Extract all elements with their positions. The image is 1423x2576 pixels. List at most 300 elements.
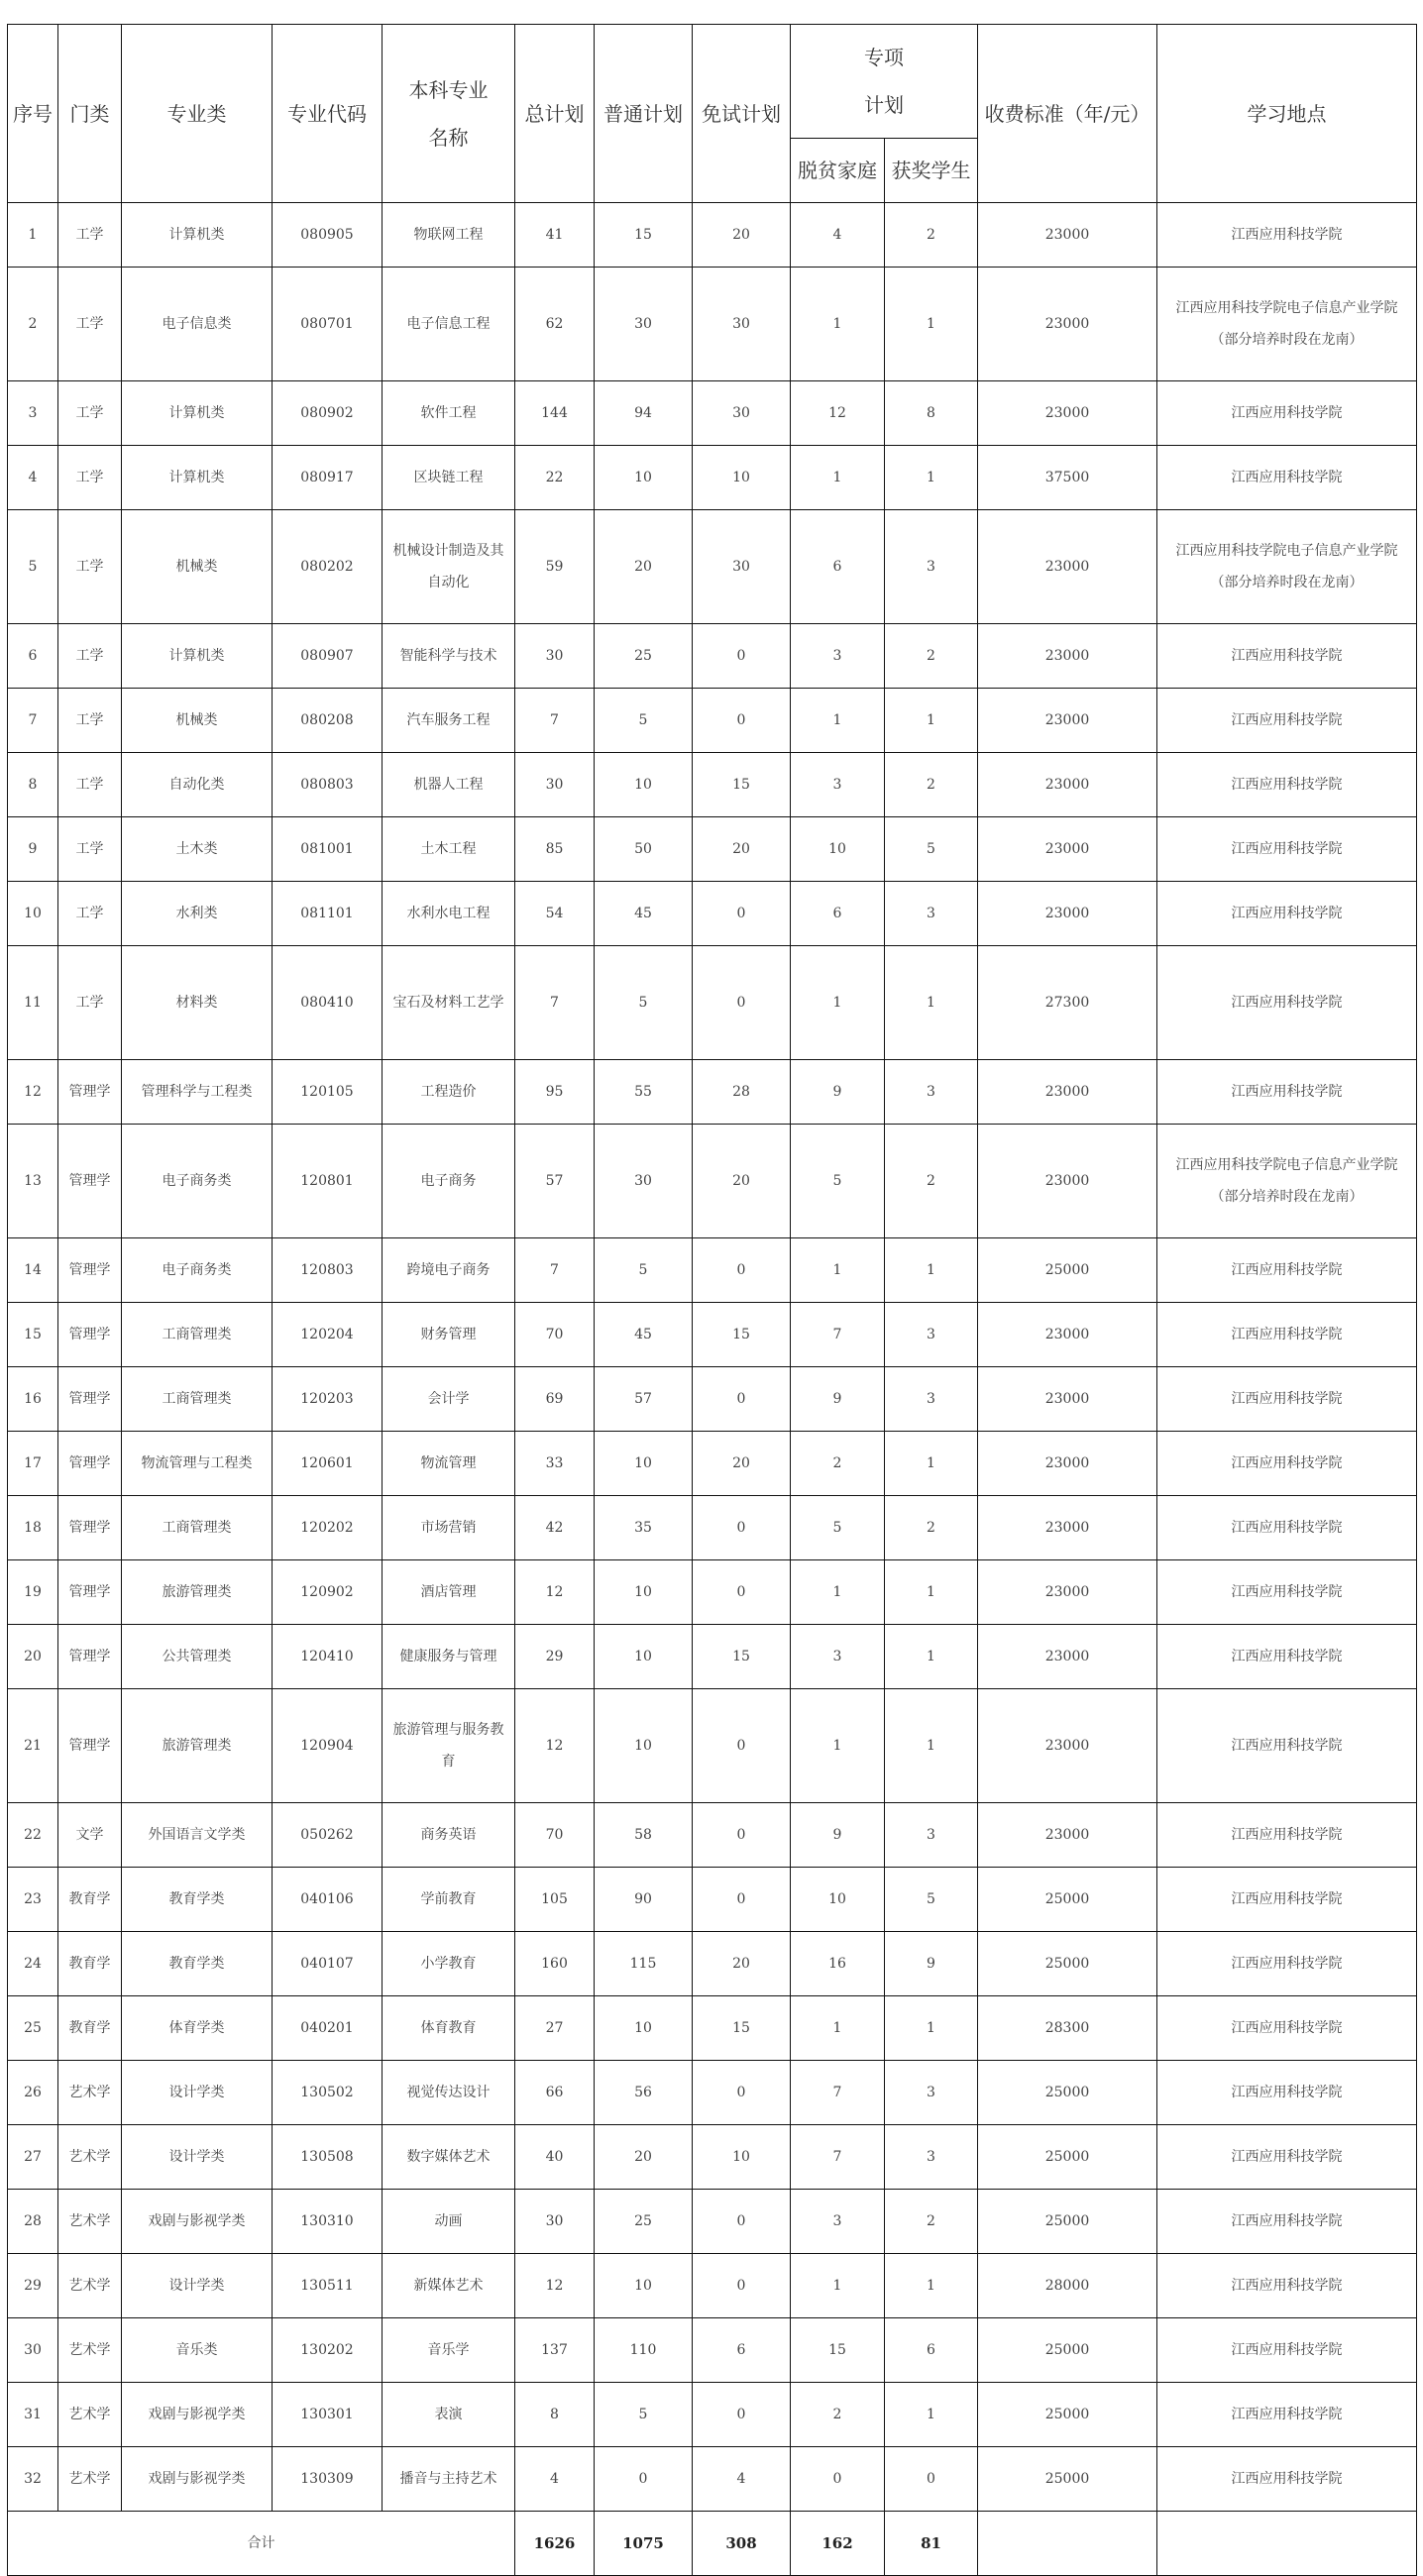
table-row xyxy=(8,624,1417,689)
cell-major-name: 物流管理 xyxy=(383,1432,515,1496)
cell-total: 160 xyxy=(515,1932,595,1996)
header-major-name-line1: 本科专业 xyxy=(408,77,489,102)
cell-category: 管理学 xyxy=(58,1367,122,1432)
cell-category: 教育学 xyxy=(58,1996,122,2061)
cell-award: 6 xyxy=(885,2318,978,2383)
cell-exempt: 20 xyxy=(693,1432,791,1496)
total-label: 合计 xyxy=(8,2512,515,2576)
cell-category: 教育学 xyxy=(58,1932,122,1996)
cell-major-name: 体育教育 xyxy=(383,1996,515,2061)
cell-award: 1 xyxy=(885,446,978,510)
cell-major-name: 商务英语 xyxy=(383,1803,515,1868)
cell-fee: 25000 xyxy=(978,2447,1157,2512)
cell-seq: 12 xyxy=(8,1060,58,1125)
cell-exempt: 10 xyxy=(693,446,791,510)
cell-major-name: 学前教育 xyxy=(383,1868,515,1932)
header-seq: 序号 xyxy=(8,25,58,203)
cell-exempt: 6 xyxy=(693,2318,791,2383)
cell-category: 管理学 xyxy=(58,1689,122,1803)
cell-poverty: 3 xyxy=(791,753,885,817)
cell-poverty: 4 xyxy=(791,203,885,268)
cell-poverty: 1 xyxy=(791,689,885,753)
cell-location: 江西应用科技学院 xyxy=(1157,1303,1417,1367)
cell-seq: 10 xyxy=(8,882,58,946)
cell-regular: 25 xyxy=(595,624,693,689)
cell-fee: 23000 xyxy=(978,268,1157,381)
cell-total: 144 xyxy=(515,381,595,446)
cell-major-class: 材料类 xyxy=(122,946,273,1060)
cell-major-class: 体育学类 xyxy=(122,1996,273,2061)
table-row xyxy=(8,2254,1417,2318)
total-poverty: 162 xyxy=(791,2512,885,2576)
cell-code: 130508 xyxy=(273,2125,383,2190)
total-award: 81 xyxy=(885,2512,978,2576)
cell-major-class: 戏剧与影视学类 xyxy=(122,2383,273,2447)
cell-regular: 10 xyxy=(595,1432,693,1496)
cell-regular: 45 xyxy=(595,1303,693,1367)
cell-total: 57 xyxy=(515,1125,595,1238)
cell-category: 工学 xyxy=(58,753,122,817)
cell-code: 080803 xyxy=(273,753,383,817)
cell-major-class: 音乐类 xyxy=(122,2318,273,2383)
cell-major-class: 机械类 xyxy=(122,510,273,624)
cell-poverty: 0 xyxy=(791,2447,885,2512)
cell-poverty: 7 xyxy=(791,2061,885,2125)
header-regular: 普通计划 xyxy=(595,25,693,203)
cell-total: 137 xyxy=(515,2318,595,2383)
cell-award: 1 xyxy=(885,1560,978,1625)
cell-regular: 110 xyxy=(595,2318,693,2383)
cell-regular: 5 xyxy=(595,2383,693,2447)
cell-total: 105 xyxy=(515,1868,595,1932)
cell-location: 江西应用科技学院 xyxy=(1157,446,1417,510)
cell-category: 工学 xyxy=(58,381,122,446)
cell-code: 050262 xyxy=(273,1803,383,1868)
cell-code: 130301 xyxy=(273,2383,383,2447)
cell-exempt: 4 xyxy=(693,2447,791,2512)
table-row xyxy=(8,1432,1417,1496)
cell-category: 管理学 xyxy=(58,1560,122,1625)
cell-location: 江西应用科技学院 xyxy=(1157,1996,1417,2061)
table-body xyxy=(8,203,1417,2576)
cell-major-class: 戏剧与影视学类 xyxy=(122,2190,273,2254)
cell-seq: 9 xyxy=(8,817,58,882)
cell-exempt: 0 xyxy=(693,1689,791,1803)
cell-award: 1 xyxy=(885,1625,978,1689)
cell-major-class: 戏剧与影视学类 xyxy=(122,2447,273,2512)
cell-total: 95 xyxy=(515,1060,595,1125)
header-major-class: 专业类 xyxy=(122,25,273,203)
cell-fee: 25000 xyxy=(978,1932,1157,1996)
cell-location: 江西应用科技学院 xyxy=(1157,1803,1417,1868)
cell-category: 艺术学 xyxy=(58,2190,122,2254)
cell-exempt: 0 xyxy=(693,946,791,1060)
cell-major-class: 自动化类 xyxy=(122,753,273,817)
cell-award: 1 xyxy=(885,689,978,753)
table-row xyxy=(8,2383,1417,2447)
header-exempt: 免试计划 xyxy=(693,25,791,203)
cell-major-name: 新媒体艺术 xyxy=(383,2254,515,2318)
table-row xyxy=(8,381,1417,446)
cell-seq: 14 xyxy=(8,1238,58,1303)
cell-award: 2 xyxy=(885,203,978,268)
cell-location: 江西应用科技学院 xyxy=(1157,1689,1417,1803)
cell-award: 1 xyxy=(885,1432,978,1496)
cell-exempt: 15 xyxy=(693,753,791,817)
cell-award: 3 xyxy=(885,1060,978,1125)
cell-major-class: 管理科学与工程类 xyxy=(122,1060,273,1125)
cell-seq: 29 xyxy=(8,2254,58,2318)
cell-regular: 10 xyxy=(595,753,693,817)
cell-seq: 8 xyxy=(8,753,58,817)
cell-major-class: 设计学类 xyxy=(122,2254,273,2318)
cell-major-class: 机械类 xyxy=(122,689,273,753)
cell-major-class: 物流管理与工程类 xyxy=(122,1432,273,1496)
cell-fee: 25000 xyxy=(978,2318,1157,2383)
cell-location: 江西应用科技学院 xyxy=(1157,2190,1417,2254)
cell-fee: 27300 xyxy=(978,946,1157,1060)
cell-seq: 27 xyxy=(8,2125,58,2190)
cell-category: 管理学 xyxy=(58,1060,122,1125)
enrollment-plan-table xyxy=(7,24,1417,2576)
cell-poverty: 1 xyxy=(791,1996,885,2061)
cell-major-name: 酒店管理 xyxy=(383,1560,515,1625)
cell-total: 12 xyxy=(515,1560,595,1625)
cell-exempt: 0 xyxy=(693,1367,791,1432)
cell-poverty: 9 xyxy=(791,1060,885,1125)
cell-category: 工学 xyxy=(58,624,122,689)
table-row xyxy=(8,1868,1417,1932)
table-row xyxy=(8,689,1417,753)
cell-regular: 58 xyxy=(595,1803,693,1868)
cell-seq: 30 xyxy=(8,2318,58,2383)
table-row xyxy=(8,2125,1417,2190)
header-total: 总计划 xyxy=(515,25,595,203)
cell-total: 40 xyxy=(515,2125,595,2190)
cell-seq: 24 xyxy=(8,1932,58,1996)
cell-major-class: 公共管理类 xyxy=(122,1625,273,1689)
table-row xyxy=(8,1496,1417,1560)
cell-fee: 23000 xyxy=(978,1803,1157,1868)
cell-regular: 50 xyxy=(595,817,693,882)
cell-fee: 23000 xyxy=(978,1689,1157,1803)
cell-poverty: 2 xyxy=(791,1432,885,1496)
cell-regular: 115 xyxy=(595,1932,693,1996)
cell-major-class: 外国语言文学类 xyxy=(122,1803,273,1868)
cell-location: 江西应用科技学院 xyxy=(1157,882,1417,946)
cell-fee: 23000 xyxy=(978,1560,1157,1625)
cell-major-name: 区块链工程 xyxy=(383,446,515,510)
table-row xyxy=(8,946,1417,1060)
cell-category: 艺术学 xyxy=(58,2061,122,2125)
cell-location: 江西应用科技学院 xyxy=(1157,1868,1417,1932)
cell-regular: 94 xyxy=(595,381,693,446)
cell-location: 江西应用科技学院 xyxy=(1157,2318,1417,2383)
total-regular: 1075 xyxy=(595,2512,693,2576)
cell-fee: 23000 xyxy=(978,689,1157,753)
cell-exempt: 30 xyxy=(693,268,791,381)
cell-seq: 6 xyxy=(8,624,58,689)
table-row xyxy=(8,268,1417,381)
cell-total: 70 xyxy=(515,1803,595,1868)
cell-award: 1 xyxy=(885,268,978,381)
cell-total: 8 xyxy=(515,2383,595,2447)
cell-major-name: 视觉传达设计 xyxy=(383,2061,515,2125)
cell-award: 0 xyxy=(885,2447,978,2512)
cell-major-class: 工商管理类 xyxy=(122,1496,273,1560)
cell-total: 29 xyxy=(515,1625,595,1689)
cell-major-name: 工程造价 xyxy=(383,1060,515,1125)
cell-regular: 10 xyxy=(595,446,693,510)
cell-major-name: 软件工程 xyxy=(383,381,515,446)
cell-category: 艺术学 xyxy=(58,2125,122,2190)
cell-seq: 17 xyxy=(8,1432,58,1496)
cell-poverty: 2 xyxy=(791,2383,885,2447)
total-fee xyxy=(978,2512,1157,2576)
cell-poverty: 15 xyxy=(791,2318,885,2383)
cell-exempt: 0 xyxy=(693,689,791,753)
cell-major-class: 旅游管理类 xyxy=(122,1689,273,1803)
table-row xyxy=(8,2447,1417,2512)
cell-code: 040107 xyxy=(273,1932,383,1996)
cell-location: 江西应用科技学院 xyxy=(1157,381,1417,446)
cell-code: 040201 xyxy=(273,1996,383,2061)
cell-poverty: 7 xyxy=(791,2125,885,2190)
cell-seq: 32 xyxy=(8,2447,58,2512)
cell-seq: 1 xyxy=(8,203,58,268)
cell-seq: 7 xyxy=(8,689,58,753)
cell-award: 3 xyxy=(885,1803,978,1868)
table-row xyxy=(8,1932,1417,1996)
cell-category: 管理学 xyxy=(58,1432,122,1496)
cell-category: 艺术学 xyxy=(58,2447,122,2512)
cell-exempt: 30 xyxy=(693,381,791,446)
cell-poverty: 6 xyxy=(791,882,885,946)
cell-location: 江西应用科技学院 xyxy=(1157,1560,1417,1625)
cell-major-class: 计算机类 xyxy=(122,446,273,510)
table-row xyxy=(8,1625,1417,1689)
cell-exempt: 0 xyxy=(693,1496,791,1560)
cell-fee: 28000 xyxy=(978,2254,1157,2318)
cell-regular: 0 xyxy=(595,2447,693,2512)
cell-fee: 25000 xyxy=(978,2061,1157,2125)
cell-regular: 5 xyxy=(595,689,693,753)
cell-exempt: 0 xyxy=(693,2190,791,2254)
cell-fee: 25000 xyxy=(978,2190,1157,2254)
total-exempt: 308 xyxy=(693,2512,791,2576)
header-special xyxy=(791,25,978,139)
cell-major-name: 物联网工程 xyxy=(383,203,515,268)
cell-exempt: 10 xyxy=(693,2125,791,2190)
cell-location: 江西应用科技学院 xyxy=(1157,1496,1417,1560)
cell-regular: 10 xyxy=(595,2254,693,2318)
cell-category: 工学 xyxy=(58,510,122,624)
cell-award: 9 xyxy=(885,1932,978,1996)
table-row xyxy=(8,2061,1417,2125)
cell-fee: 23000 xyxy=(978,1303,1157,1367)
cell-major-name: 数字媒体艺术 xyxy=(383,2125,515,2190)
cell-code: 130502 xyxy=(273,2061,383,2125)
cell-exempt: 30 xyxy=(693,510,791,624)
cell-regular: 56 xyxy=(595,2061,693,2125)
cell-fee: 23000 xyxy=(978,1432,1157,1496)
cell-total: 66 xyxy=(515,2061,595,2125)
cell-fee: 23000 xyxy=(978,1367,1157,1432)
cell-major-class: 电子信息类 xyxy=(122,268,273,381)
cell-code: 130511 xyxy=(273,2254,383,2318)
cell-location: 江西应用科技学院 xyxy=(1157,1367,1417,1432)
cell-category: 艺术学 xyxy=(58,2318,122,2383)
cell-seq: 23 xyxy=(8,1868,58,1932)
table-row xyxy=(8,817,1417,882)
cell-location: 江西应用科技学院 xyxy=(1157,2383,1417,2447)
cell-location: 江西应用科技学院 xyxy=(1157,689,1417,753)
cell-category: 艺术学 xyxy=(58,2383,122,2447)
cell-regular: 90 xyxy=(595,1868,693,1932)
cell-award: 1 xyxy=(885,2383,978,2447)
total-location xyxy=(1157,2512,1417,2576)
cell-location: 江西应用科技学院 xyxy=(1157,624,1417,689)
header-location: 学习地点 xyxy=(1157,25,1417,203)
cell-award: 1 xyxy=(885,2254,978,2318)
cell-seq: 28 xyxy=(8,2190,58,2254)
cell-fee: 25000 xyxy=(978,1868,1157,1932)
cell-total: 4 xyxy=(515,2447,595,2512)
cell-exempt: 20 xyxy=(693,1932,791,1996)
cell-location: 江西应用科技学院 xyxy=(1157,753,1417,817)
cell-seq: 26 xyxy=(8,2061,58,2125)
cell-code: 080902 xyxy=(273,381,383,446)
cell-regular: 20 xyxy=(595,2125,693,2190)
cell-code: 080410 xyxy=(273,946,383,1060)
cell-exempt: 15 xyxy=(693,1996,791,2061)
cell-poverty: 10 xyxy=(791,817,885,882)
cell-seq: 2 xyxy=(8,268,58,381)
cell-poverty: 3 xyxy=(791,624,885,689)
cell-exempt: 20 xyxy=(693,817,791,882)
cell-poverty: 9 xyxy=(791,1367,885,1432)
table-row xyxy=(8,1303,1417,1367)
cell-poverty: 1 xyxy=(791,1238,885,1303)
cell-award: 2 xyxy=(885,1125,978,1238)
cell-location: 江西应用科技学院 xyxy=(1157,2254,1417,2318)
cell-major-name: 健康服务与管理 xyxy=(383,1625,515,1689)
cell-poverty: 1 xyxy=(791,268,885,381)
cell-category: 工学 xyxy=(58,446,122,510)
cell-regular: 30 xyxy=(595,268,693,381)
cell-location: 江西应用科技学院 xyxy=(1157,2447,1417,2512)
cell-total: 70 xyxy=(515,1303,595,1367)
cell-major-class: 工商管理类 xyxy=(122,1367,273,1432)
cell-exempt: 0 xyxy=(693,2383,791,2447)
cell-fee: 25000 xyxy=(978,1238,1157,1303)
cell-fee: 28300 xyxy=(978,1996,1157,2061)
cell-poverty: 7 xyxy=(791,1303,885,1367)
cell-award: 3 xyxy=(885,510,978,624)
cell-total: 85 xyxy=(515,817,595,882)
cell-major-name: 汽车服务工程 xyxy=(383,689,515,753)
cell-total: 7 xyxy=(515,946,595,1060)
cell-category: 管理学 xyxy=(58,1303,122,1367)
cell-poverty: 9 xyxy=(791,1803,885,1868)
cell-major-name: 市场营销 xyxy=(383,1496,515,1560)
cell-code: 120601 xyxy=(273,1432,383,1496)
cell-location: 江西应用科技学院 xyxy=(1157,1625,1417,1689)
cell-category: 教育学 xyxy=(58,1868,122,1932)
cell-major-name: 播音与主持艺术 xyxy=(383,2447,515,2512)
cell-total: 42 xyxy=(515,1496,595,1560)
table-row xyxy=(8,1238,1417,1303)
cell-category: 工学 xyxy=(58,817,122,882)
header-category: 门类 xyxy=(58,25,122,203)
cell-location: 江西应用科技学院 xyxy=(1157,1060,1417,1125)
cell-code: 120202 xyxy=(273,1496,383,1560)
cell-major-class: 教育学类 xyxy=(122,1932,273,1996)
cell-location: 江西应用科技学院 xyxy=(1157,817,1417,882)
cell-code: 120410 xyxy=(273,1625,383,1689)
cell-regular: 35 xyxy=(595,1496,693,1560)
cell-seq: 19 xyxy=(8,1560,58,1625)
header-poverty: 脱贫家庭 xyxy=(791,139,885,203)
cell-code: 120904 xyxy=(273,1689,383,1803)
cell-regular: 10 xyxy=(595,1625,693,1689)
header-award: 获奖学生 xyxy=(885,139,978,203)
cell-code: 080917 xyxy=(273,446,383,510)
cell-regular: 55 xyxy=(595,1060,693,1125)
cell-seq: 4 xyxy=(8,446,58,510)
cell-award: 3 xyxy=(885,882,978,946)
cell-poverty: 10 xyxy=(791,1868,885,1932)
cell-code: 080907 xyxy=(273,624,383,689)
cell-seq: 3 xyxy=(8,381,58,446)
cell-award: 3 xyxy=(885,2061,978,2125)
cell-major-class: 设计学类 xyxy=(122,2061,273,2125)
cell-code: 080202 xyxy=(273,510,383,624)
table-row xyxy=(8,882,1417,946)
cell-category: 工学 xyxy=(58,203,122,268)
cell-exempt: 20 xyxy=(693,1125,791,1238)
cell-total: 30 xyxy=(515,753,595,817)
table-row xyxy=(8,1560,1417,1625)
cell-code: 120204 xyxy=(273,1303,383,1367)
cell-code: 120801 xyxy=(273,1125,383,1238)
cell-exempt: 0 xyxy=(693,1803,791,1868)
total-sum: 1626 xyxy=(515,2512,595,2576)
header-major-name-line2: 名称 xyxy=(428,125,469,150)
total-row xyxy=(8,2512,1417,2576)
cell-award: 3 xyxy=(885,1367,978,1432)
cell-award: 2 xyxy=(885,2190,978,2254)
cell-fee: 23000 xyxy=(978,817,1157,882)
cell-poverty: 12 xyxy=(791,381,885,446)
cell-major-class: 电子商务类 xyxy=(122,1238,273,1303)
table-row xyxy=(8,2190,1417,2254)
cell-total: 69 xyxy=(515,1367,595,1432)
cell-code: 130309 xyxy=(273,2447,383,2512)
cell-major-class: 旅游管理类 xyxy=(122,1560,273,1625)
cell-major-name: 水利水电工程 xyxy=(383,882,515,946)
cell-location: 江西应用科技学院 xyxy=(1157,2061,1417,2125)
header-special-line1: 专项 xyxy=(864,46,904,69)
header-code: 专业代码 xyxy=(273,25,383,203)
cell-fee: 23000 xyxy=(978,203,1157,268)
cell-exempt: 0 xyxy=(693,2254,791,2318)
cell-award: 3 xyxy=(885,1303,978,1367)
cell-regular: 5 xyxy=(595,946,693,1060)
cell-seq: 18 xyxy=(8,1496,58,1560)
cell-fee: 23000 xyxy=(978,753,1157,817)
cell-poverty: 1 xyxy=(791,1560,885,1625)
